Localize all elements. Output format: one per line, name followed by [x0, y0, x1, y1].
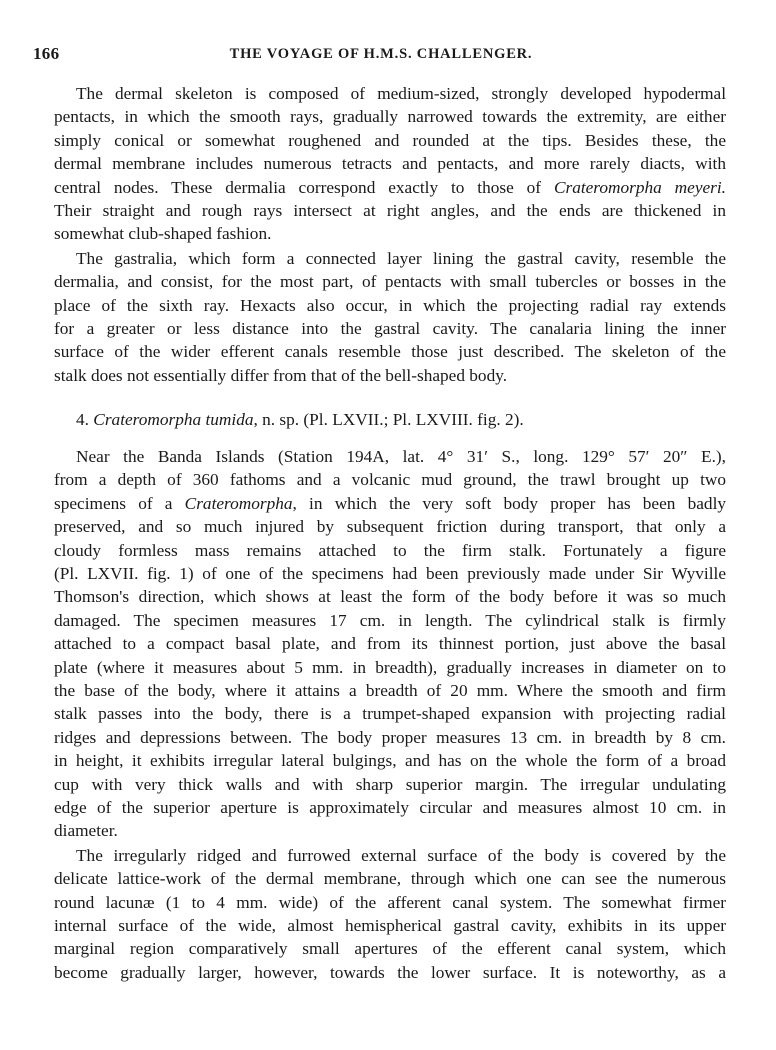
text-line: edge of the superior aperture is approximately circular and measures almost 10 cm. in [54, 797, 726, 817]
species-heading [76, 408, 726, 432]
text-line: Thomson's direction, which shows at least the form of the body before it was so much [54, 587, 726, 607]
species-heading-rest: , n. sp. (Pl. LXVII.; Pl. LXVIII. fig. 2). [253, 410, 524, 430]
text-line: somewhat club-shaped fashion. [54, 224, 272, 244]
paragraph-banda-islands [54, 445, 727, 843]
text-line: dermal membrane includes numerous tetracts and pentacts, and more rarely diacts, with [54, 154, 726, 174]
text-line: round lacunæ (1 to 4 mm. wide) of the afferent canal system. The somewhat firmer [54, 892, 726, 912]
text-line: for a greater or less distance into the gastral cavity. The canalaria lining the inner [54, 318, 726, 338]
text-line: stalk does not essentially differ from that of the bell-shaped body. [54, 365, 508, 385]
text-line: delicate lattice-work of the dermal membrane, through which one can see the numerous [54, 869, 726, 889]
text-line: surface of the wider efferent canals resemble those just described. The skeleton of the [54, 342, 726, 362]
text-line: pentacts, in which the smooth rays, gradually narrowed towards the extremity, are either [54, 107, 726, 127]
species-name: Crateromorpha tumida [93, 410, 254, 430]
body-text [54, 82, 727, 984]
paragraph-external-surface [54, 844, 726, 984]
paragraph-dermal-skeleton [54, 82, 727, 246]
text-line: Their straight and rough rays intersect at right angles, and the ends are thickened in [54, 200, 726, 220]
text-line: marginal region comparatively small apertures of the efferent canal system, which [54, 939, 726, 959]
text-line: preserved, and so much injured by subsequent friction during transport, that only a [54, 517, 726, 537]
text-line: internal surface of the wide, almost hemispherical gastral cavity, exhibits in its upper [54, 915, 726, 935]
text-line: from a depth of 360 fathoms and a volcanic mud ground, the trawl brought up two [54, 470, 726, 490]
text-line: simply conical or somewhat roughened and rounded at the tips. Besides these, the [54, 130, 726, 150]
page-header [33, 44, 729, 70]
page-number: 166 [33, 44, 60, 63]
text-line: specimens of a Crateromorpha, in which the very soft body proper has been badly [54, 493, 727, 513]
species-number: 4. [76, 410, 89, 430]
text-line: attached to a compact basal plate, and from its thinnest portion, just above the basal [54, 634, 726, 654]
text-line: dermalia, and consist, for the most part, of pentacts with small tubercles or bosses in the [54, 272, 726, 292]
text-line: (Pl. LXVII. fig. 1) of one of the specimens had been previously made under Sir Wyville [54, 564, 726, 584]
text-line: stalk passes into the body, there is a trumpet-shaped expansion with projecting radial [54, 704, 726, 724]
text-line: ridges and depressions between. The body proper measures 13 cm. in breadth by 8 cm. [54, 727, 726, 747]
text-line: The irregularly ridged and furrowed external surface of the body is covered by the [76, 845, 726, 865]
text-line: in height, it exhibits irregular lateral bulgings, and has on the whole the form of a broad [54, 751, 726, 771]
text-line: damaged. The specimen measures 17 cm. in length. The cylindrical stalk is firmly [54, 610, 726, 630]
text-line: plate (where it measures about 5 mm. in breadth), gradually increases in diameter on to [54, 657, 726, 677]
text-line: The gastralia, which form a connected layer lining the gastral cavity, resemble the [76, 248, 726, 268]
text-line: diameter. [54, 821, 118, 841]
text-line: The dermal skeleton is composed of medium-sized, strongly developed hypodermal [76, 84, 726, 103]
text-line: the base of the body, where it attains a breadth of 20 mm. Where the smooth and firm [54, 680, 726, 700]
text-line: become gradually larger, however, towards the lower surface. It is noteworthy, as a [54, 962, 726, 982]
text-line: cloudy formless mass remains attached to the firm stalk. Fortunately a figure [54, 540, 726, 560]
running-title: THE VOYAGE OF H.M.S. CHALLENGER. [229, 46, 533, 62]
text-line: place of the sixth ray. Hexacts also occur, in which the projecting radial ray extends [54, 295, 726, 315]
text-line: Near the Banda Islands (Station 194A, lat. 4° 31′ S., long. 129° 57′ 20″ E.), [76, 447, 726, 467]
text-line: central nodes. These dermalia correspond exactly to those of Crateromorpha meyeri. [54, 177, 727, 197]
paragraph-gastralia [54, 247, 726, 387]
text-line: cup with very thick walls and with sharp superior margin. The irregular undulating [54, 774, 726, 794]
